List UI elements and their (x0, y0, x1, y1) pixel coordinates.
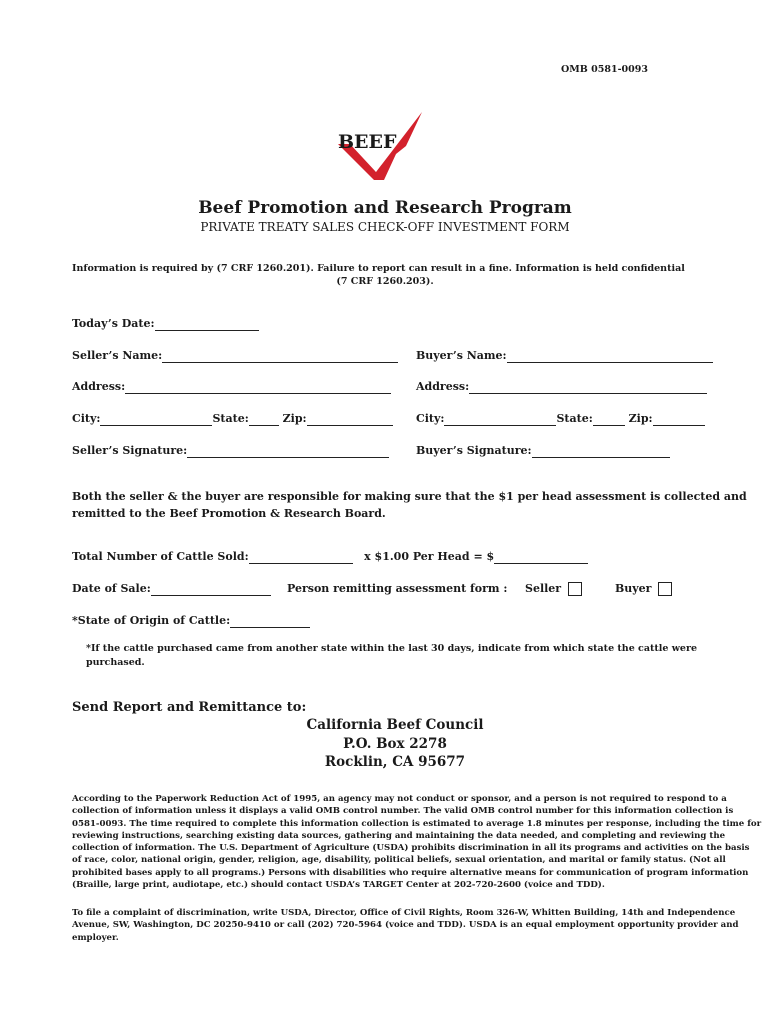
page-title: Beef Promotion and Research Program (198, 198, 572, 218)
paperwork-line: collection of information unless it displays a valid OMB control number. The valid OMB control number for this information collection is (72, 806, 734, 817)
seller-city-row (72, 412, 393, 426)
seller-address-field[interactable] (125, 380, 391, 394)
send-po-box: P.O. Box 2278 (343, 736, 447, 752)
seller-name-field[interactable] (162, 349, 398, 363)
seller-checkbox[interactable] (568, 582, 582, 596)
paperwork-line: of race, color, national origin, gender, religion, age, disability, political beliefs, sexual orientation, and marital or family status. (Not all (72, 855, 726, 866)
send-city: Rocklin, CA 95677 (324, 754, 466, 770)
origin-note-line-1: *If the cattle purchased came from another state within the last 30 days, indicate from which state the cattle were (86, 643, 698, 654)
date-of-sale-label: Date of Sale: (72, 582, 151, 595)
seller-state-label: State: (212, 412, 249, 425)
seller-name-row (72, 349, 398, 363)
state-origin-field[interactable] (230, 614, 310, 628)
state-origin-row (72, 614, 310, 628)
buyer-signature-row (416, 444, 670, 458)
buyer-name-row (416, 349, 713, 363)
buyer-address-field[interactable] (469, 380, 707, 394)
complaint-line: To file a complaint of discrimination, write USDA, Director, Office of Civil Rights, Room 326-W, Whitten Building, 14th and Independence (72, 908, 736, 918)
todays-date-label: Today’s Date: (72, 317, 155, 330)
buyer-city-field[interactable] (444, 412, 556, 426)
beef-logo (336, 110, 426, 182)
paperwork-line: According to the Paperwork Reduction Act of 1995, an agency may not conduct or sponsor, and a person is not required to respond to a (72, 794, 727, 804)
seller-zip-field[interactable] (307, 412, 393, 426)
date-of-sale-field[interactable] (151, 582, 271, 596)
seller-city-label: City: (72, 412, 101, 425)
paperwork-line: collection of information. The U.S. Department of Agriculture (USDA) prohibits discrimination in all its programs and activities on the basis (72, 843, 750, 854)
paperwork-line: (Braille, large print, audiotape, etc.) should contact USDA’s TARGET Center at 202-720-2600 (voice and TDD). (72, 880, 605, 891)
state-origin-label: *State of Origin of Cattle: (72, 614, 231, 627)
omb-number: OMB 0581-0093 (561, 64, 648, 75)
rate-text: x $1.00 Per Head = $ (364, 550, 495, 563)
buyer-name-label: Buyer’s Name: (416, 349, 507, 362)
responsibility-line-2: remitted to the Beef Promotion & Research Board. (72, 507, 386, 520)
send-heading: Send Report and Remittance to: (72, 700, 307, 715)
date-of-sale-row (72, 582, 271, 596)
buyer-option-label: Buyer (615, 582, 652, 595)
buyer-city-label: City: (416, 412, 445, 425)
seller-state-field[interactable] (249, 412, 279, 426)
paperwork-line: reviewing instructions, searching existing data sources, gathering and maintaining the data needed, and completing and reviewing the (72, 830, 726, 841)
buyer-state-field[interactable] (593, 412, 625, 426)
buyer-checkbox[interactable] (658, 582, 672, 596)
seller-zip-label: Zip: (282, 412, 307, 425)
seller-signature-row (72, 444, 389, 458)
info-line-1: Information is required by (7 CRF 1260.201). Failure to report can result in a fine. Information is held confidential (72, 263, 685, 274)
paperwork-notice (72, 793, 761, 891)
total-cattle-label: Total Number of Cattle Sold: (72, 550, 249, 563)
paperwork-line: prohibited bases apply to all programs.) Persons with disabilities who require alternative means for communication of program information (72, 867, 749, 878)
complaint-line: Avenue, SW, Washington, DC 20250-9410 or call (202) 720-5964 (voice and TDD). USDA is an equal employment opportunity provider and (72, 920, 739, 931)
send-org: California Beef Council (306, 717, 484, 733)
origin-note-line-2: purchased. (86, 657, 145, 668)
info-line-2: (7 CRF 1260.203). (336, 276, 434, 287)
buyer-name-field[interactable] (507, 349, 713, 363)
buyer-signature-field[interactable] (532, 444, 670, 458)
buyer-signature-label: Buyer’s Signature: (416, 444, 532, 457)
seller-signature-field[interactable] (187, 444, 389, 458)
buyer-state-label: State: (556, 412, 593, 425)
seller-city-field[interactable] (100, 412, 212, 426)
total-amount-field[interactable] (494, 550, 588, 564)
paperwork-line: 0581-0093. The time required to complete this information collection is estimated to average 1.8 minutes per response, including the time for (72, 818, 762, 829)
todays-date-row (72, 317, 259, 331)
todays-date-field[interactable] (155, 317, 259, 331)
seller-address-row (72, 380, 391, 394)
seller-address-label: Address: (72, 380, 126, 393)
responsibility-line-1: Both the seller & the buyer are responsible for making sure that the $1 per head assessment is collected and (72, 490, 747, 503)
total-cattle-field[interactable] (249, 550, 353, 564)
form-subtitle: PRIVATE TREATY SALES CHECK-OFF INVESTMENT FORM (200, 220, 570, 234)
buyer-city-row (416, 412, 705, 426)
total-cattle-row (72, 550, 588, 564)
seller-name-label: Seller’s Name: (72, 349, 163, 362)
buyer-zip-label: Zip: (628, 412, 653, 425)
person-remitting-label: Person remitting assessment form : (287, 582, 508, 595)
buyer-address-row (416, 380, 707, 394)
complaint-notice (72, 907, 739, 944)
buyer-zip-field[interactable] (653, 412, 705, 426)
seller-signature-label: Seller’s Signature: (72, 444, 188, 457)
buyer-address-label: Address: (416, 380, 470, 393)
seller-option-label: Seller (525, 582, 562, 595)
beef-logo-text: BEEF (338, 131, 397, 153)
complaint-line: employer. (72, 932, 119, 943)
